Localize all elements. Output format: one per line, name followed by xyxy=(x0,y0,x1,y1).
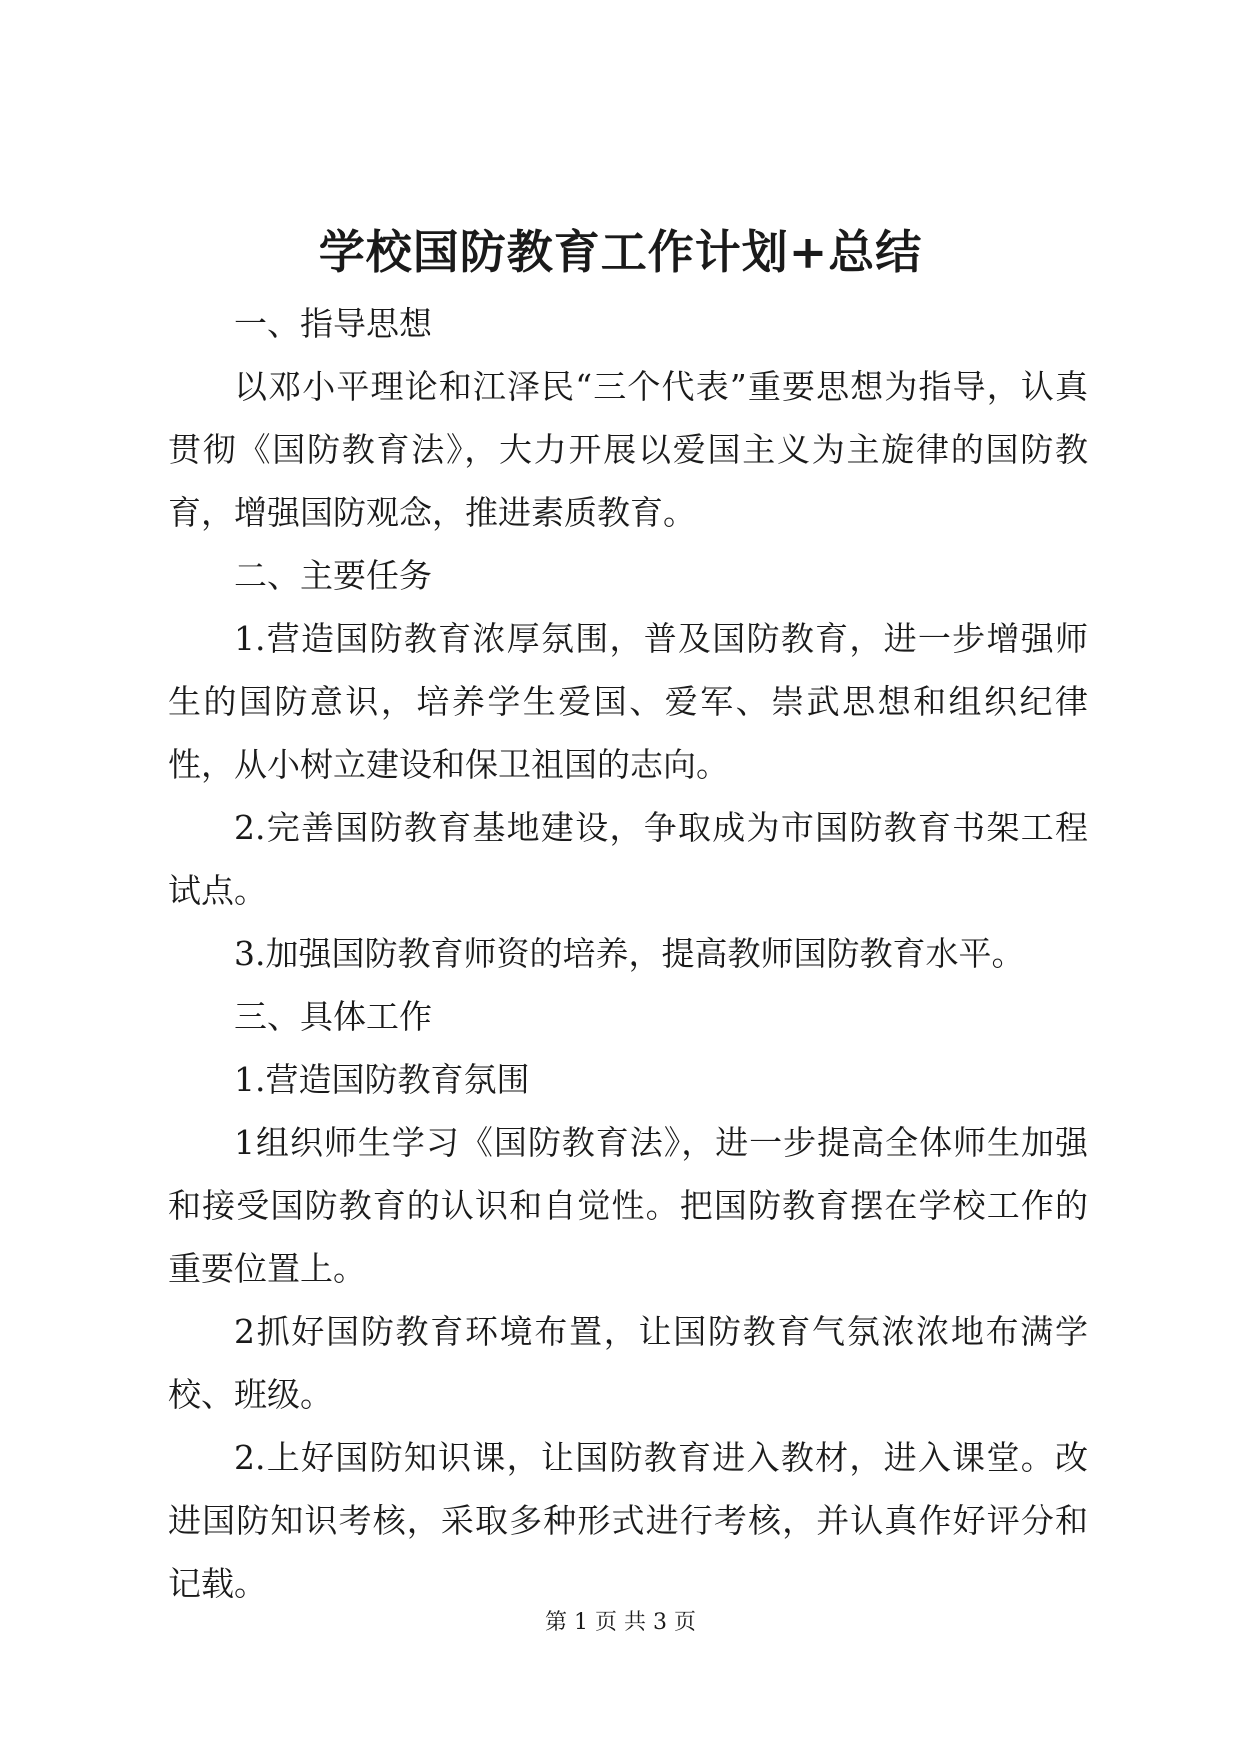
document-body xyxy=(168,292,1088,1615)
paragraph: 2.完善国防教育基地建设，争取成为市国防教育书架工程试点。 xyxy=(168,808,1088,910)
section-heading: 三、具体工作 xyxy=(234,997,432,1036)
paragraph: 1.营造国防教育浓厚氛围，普及国防教育，进一步增强师生的国防意识，培养学生爱国、爱军、崇武思想和组织纪律性，从小树立建设和保卫祖国的志向。 xyxy=(168,619,1088,784)
page-footer: 第 1 页 共 3 页 xyxy=(545,1610,696,1635)
paragraph: 2.上好国防知识课，让国防教育进入教材，进入课堂。改进国防知识考核，采取多种形式进行考核，并认真作好评分和记载。 xyxy=(168,1438,1088,1603)
section-heading: 二、主要任务 xyxy=(234,556,432,595)
paragraph: 2抓好国防教育环境布置，让国防教育气氛浓浓地布满学校、班级。 xyxy=(168,1312,1088,1414)
sub-heading: 1.营造国防教育氛围 xyxy=(234,1060,530,1099)
paragraph: 3.加强国防教育师资的培养，提高教师国防教育水平。 xyxy=(234,934,1025,973)
paragraph: 以邓小平理论和江泽民“三个代表”重要思想为指导，认真贯彻《国防教育法》，大力开展以爱国主义为主旋律的国防教育，增强国防观念，推进素质教育。 xyxy=(168,367,1088,532)
paragraph: 1组织师生学习《国防教育法》，进一步提高全体师生加强和接受国防教育的认识和自觉性。把国防教育摆在学校工作的重要位置上。 xyxy=(168,1123,1088,1288)
document-title: 学校国防教育工作计划+总结 xyxy=(318,225,923,279)
section-heading: 一、指导思想 xyxy=(234,304,432,343)
